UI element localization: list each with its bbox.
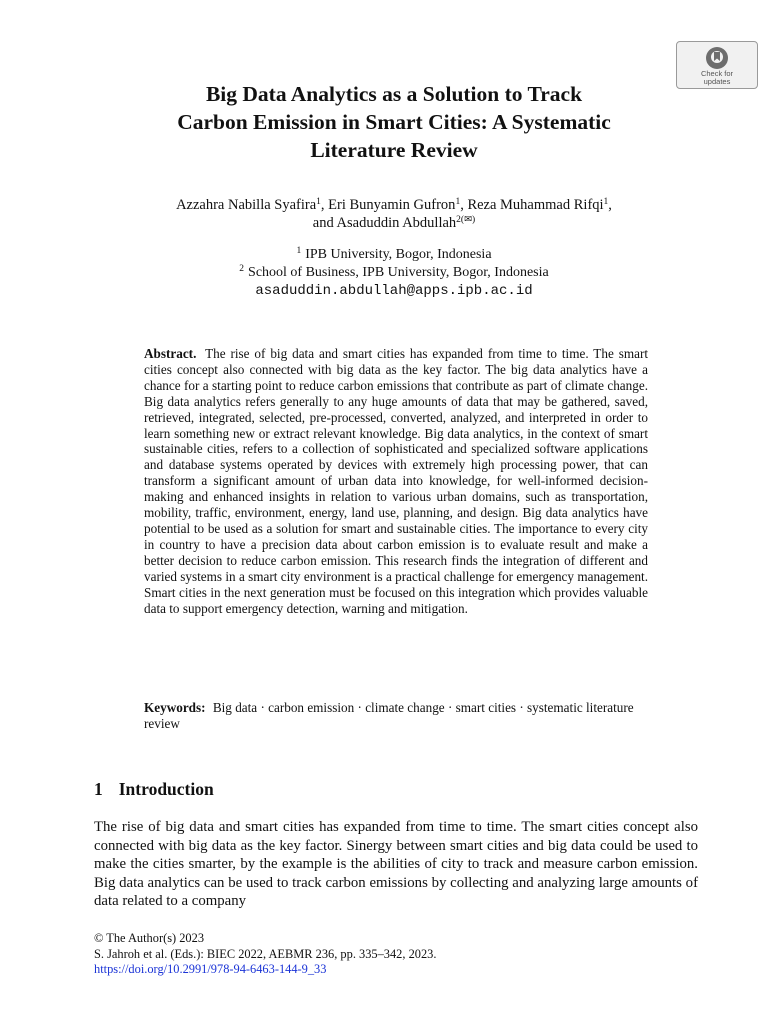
author-name: Asaduddin Abdullah (336, 215, 457, 231)
copyright: © The Author(s) 2023 (94, 931, 205, 945)
author-affiliation: 2(✉) (456, 215, 476, 225)
keywords (144, 700, 648, 732)
footer (94, 931, 436, 978)
abstract-label: Abstract. (144, 346, 197, 361)
keywords-label: Keywords: (144, 700, 206, 715)
title-line-1: Big Data Analytics as a Solution to Track (205, 82, 583, 106)
title-line-2: Carbon Emission in Smart Cities: A Systematic (177, 110, 611, 134)
author-affiliation: 1 (316, 197, 321, 207)
intro-paragraph: The rise of big data and smart cities has expanded from time to time. The smart cities concept also connected with big data as the key factor. Sinergy between smart cities and big data could be used to make the cities smarter, by the example is the abilities of city to track and measure carbon emission. Big data analytics can be used to track carbon emissions by collecting and analyzing large amounts of data related to a company (94, 819, 698, 909)
badge-line-2: updates (703, 77, 731, 86)
affiliations (84, 246, 704, 300)
badge-line-1: Check for (700, 69, 734, 78)
author-name: Reza Muhammad Rifqi (467, 197, 604, 213)
section-title: Introduction (118, 779, 214, 799)
paper-title (84, 80, 704, 164)
affiliation-item (84, 264, 704, 282)
title-line-3: Literature Review (310, 138, 478, 162)
affiliation-number: 1 (296, 246, 302, 256)
section-number: 1 (94, 779, 103, 799)
author-name: Azzahra Nabilla Syafira (176, 197, 317, 213)
keywords-text: Big data · carbon emission · climate change · smart cities · systematic literature review (144, 700, 634, 731)
corresponding-email[interactable]: asaduddin.abdullah@apps.ipb.ac.id (255, 283, 533, 299)
citation: S. Jahroh et al. (Eds.): BIEC 2022, AEBMR 236, pp. 335–342, 2023. (94, 946, 437, 961)
bookmark-circle-icon (704, 46, 730, 70)
author-name: Eri Bunyamin Gufron (328, 197, 456, 213)
doi-link[interactable]: https://doi.org/10.2991/978-94-6463-144-9_33 (94, 962, 327, 976)
abstract (144, 346, 648, 616)
author-affiliation: 1 (455, 197, 461, 207)
affiliation-number: 2 (239, 264, 245, 274)
section-heading-introduction (94, 778, 214, 800)
affiliation-text: IPB University, Bogor, Indonesia (305, 247, 492, 262)
affiliation-text: School of Business, IPB University, Bogor, Indonesia (248, 265, 549, 280)
abstract-text: The rise of big data and smart cities has expanded from time to time. The smart cities concept also connected with big data as the key factor. The big data analytics have a chance for a starting point to reduce carbon emissions that contribute as part of climate change. Big data analytics refers generally to any huge amounts of data that may be gathered, saved, retrieved, integrated, selected, pre-processed, converted, analyzed, and interpreted in order to learn something new or extract relevant knowledge. Big data analytics, in the context of smart sustainable cities, refers to a collection of sophisticated and specialized software applications and database systems operated by devices with extremely high processing power, that can transform a significant amount of urban data into knowledge, for well-informed decision-making and enhanced insights in relation to various urban domains, such as transportation, mobility, traffic, environment, energy, land use, planning, and design. Big data analytics have potential to be used as a solution for smart and sustainable cities. The importance to every city in country to have a precision data about carbon emission is to evaluate result and make a better decision to reduce carbon emission. This research finds the integration of different and varied systems in a smart city environment is a practical challenge for emergency management. Smart cities in the next generation must be focused on this integration which provides valuable data to support emergency detection, warning and mitigation. (144, 346, 649, 616)
author-list: Azzahra Nabilla Syafira$^1$, Eri Bunyamin Gufron$^1$, Reza Muhammad Rifqi$^1$, and Asaduddin Abdullah$^{2(✉)}$ (176, 197, 612, 231)
author-affiliation: 1 (603, 197, 609, 207)
affiliation-item (84, 246, 704, 264)
